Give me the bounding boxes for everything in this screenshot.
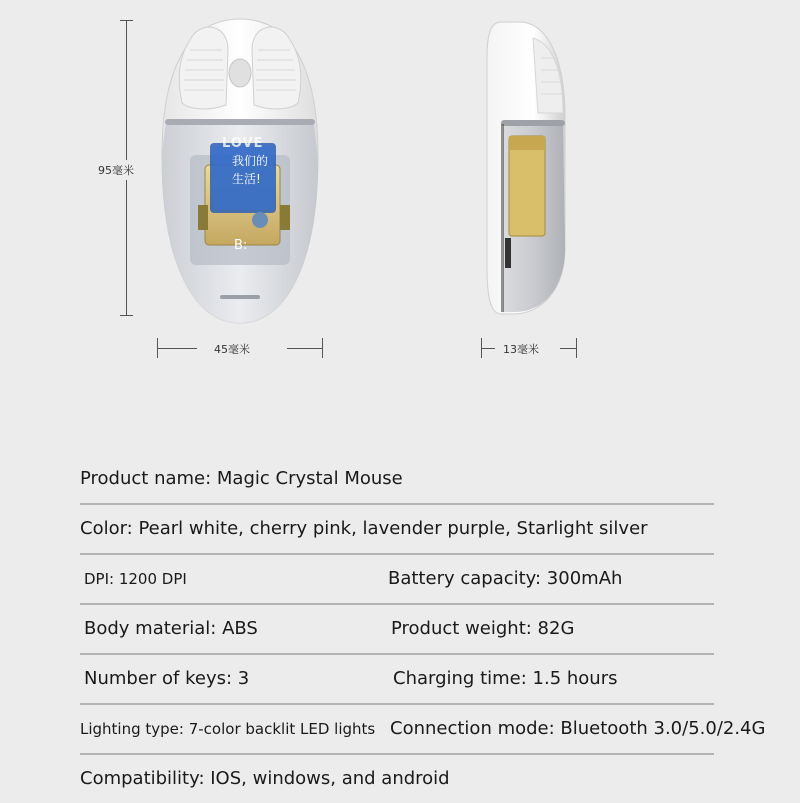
spec-row-keys-charging [80,655,714,705]
spec-row-color [80,505,714,555]
product-name: Product name: Magic Crystal Mouse [80,468,403,489]
charging-time: Charging time: 1.5 hours [393,668,618,689]
spec-table [80,455,766,803]
thickness-label: 13毫米 [503,343,539,356]
dpi: DPI: 1200 DPI [84,570,187,588]
connection-mode: Connection mode: Bluetooth 3.0/5.0/2.4G [390,718,766,739]
height-label: 95毫米 [98,160,134,180]
color-options: Color: Pearl white, cherry pink, lavender purple, Starlight silver [80,518,648,539]
compatibility: Compatibility: IOS, windows, and android [80,768,450,789]
battery-capacity: Battery capacity: 300mAh [388,568,623,589]
width-label: 45毫米 [214,343,250,356]
lighting-type: Lighting type: 7-color backlit LED lights [80,720,376,738]
spec-row-dpi-battery [80,555,714,605]
spec-row-lighting-connection [80,705,766,755]
spec-row-compatibility [80,755,714,803]
screen-line-2: 生活! [232,172,261,186]
mouse-side-view [483,18,573,318]
screen-line-1: 我们的 [232,154,269,168]
number-of-keys: Number of keys: 3 [84,668,250,689]
screen-side-text: B: [234,238,248,253]
screen-brand-text: LOVE [222,136,264,151]
spec-row-material-weight [80,605,714,655]
spec-row-product-name [80,455,714,505]
product-weight: Product weight: 82G [391,618,575,639]
body-material: Body material: ABS [84,618,258,639]
